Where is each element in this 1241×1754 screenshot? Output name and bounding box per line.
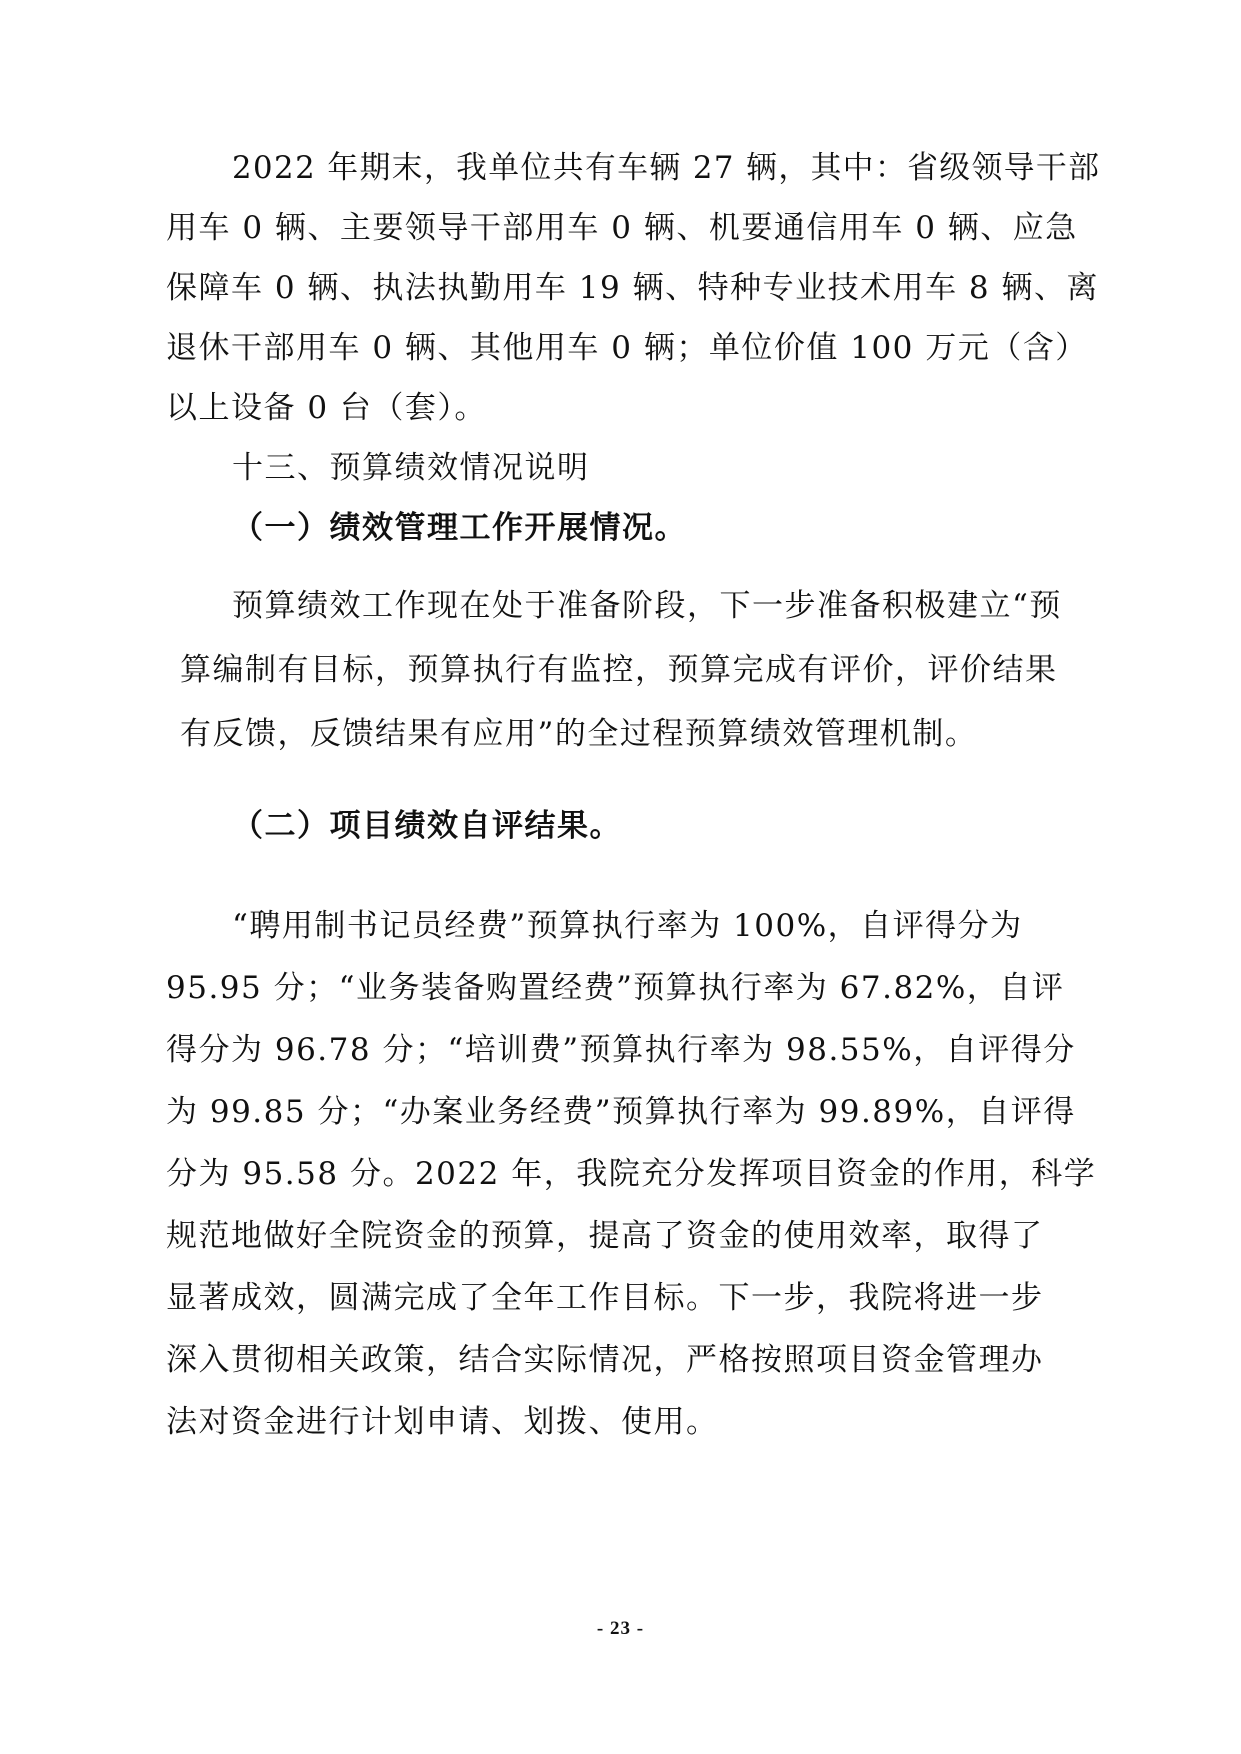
section-heading: 十三、预算绩效情况说明 [232,450,590,486]
paragraph-line: 分为 95.58 分。2022 年，我院充分发挥项目资金的作用，科学 [166,1156,1097,1192]
paragraph-line: 保障车 0 辆、执法执勤用车 19 辆、特种专业技术用车 8 辆、离 [166,270,1100,306]
subsection-heading: （二）项目绩效自评结果。 [232,808,622,844]
paragraph-line: 显著成效，圆满完成了全年工作目标。下一步，我院将进一步 [166,1280,1044,1316]
paragraph-line: 2022 年期末，我单位共有车辆 27 辆，其中：省级领导干部 [232,150,1101,186]
paragraph-line: 深入贯彻相关政策，结合实际情况，严格按照项目资金管理办 [166,1342,1044,1378]
paragraph-line: “聘用制书记员经费”预算执行率为 100%，自评得分为 [232,908,1023,944]
paragraph-line: 以上设备 0 台（套）。 [166,390,487,426]
paragraph-line: 得分为 96.78 分；“培训费”预算执行率为 98.55%，自评得分 [166,1032,1076,1068]
paragraph-line: 95.95 分；“业务装备购置经费”预算执行率为 67.82%，自评 [166,970,1065,1006]
paragraph-line: 法对资金进行计划申请、划拨、使用。 [166,1404,719,1440]
paragraph-line: 用车 0 辆、主要领导干部用车 0 辆、机要通信用车 0 辆、应急 [166,210,1078,246]
paragraph-line: 有反馈，反馈结果有应用”的全过程预算绩效管理机制。 [180,716,978,752]
page-number: - 23 - [596,1618,645,1639]
paragraph-line: 算编制有目标，预算执行有监控，预算完成有评价，评价结果 [180,652,1058,688]
paragraph-line: 规范地做好全院资金的预算，提高了资金的使用效率，取得了 [166,1218,1044,1254]
paragraph-line: 为 99.85 分；“办案业务经费”预算执行率为 99.89%，自评得 [166,1094,1076,1130]
paragraph-line: 退休干部用车 0 辆、其他用车 0 辆；单位价值 100 万元（含） [166,330,1088,366]
paragraph-line: 预算绩效工作现在处于准备阶段，下一步准备积极建立“预 [232,588,1062,624]
subsection-heading: （一）绩效管理工作开展情况。 [232,510,687,546]
